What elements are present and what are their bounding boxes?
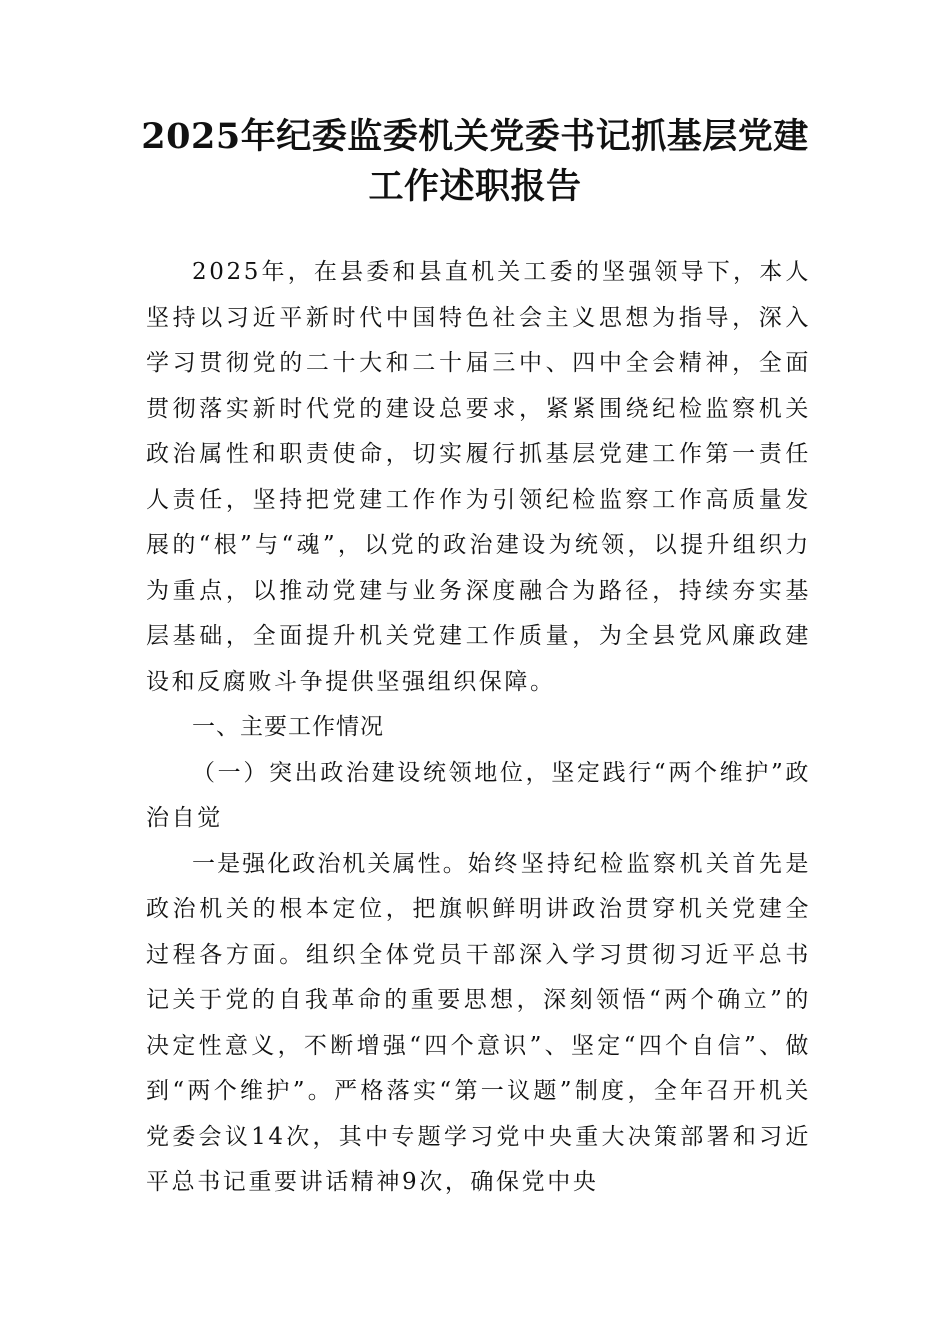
paragraph-lead: 一是强化政治机关属性。 bbox=[192, 850, 468, 877]
intro-paragraph: 2025年，在县委和县直机关工委的坚强领导下，本人坚持以习近平新时代中国特色社会主义思想为指导，深入学习贯彻党的二十大和二十届三中、四中全会精神，全面贯彻落实新时代党的建设总要求，紧紧围绕纪检监察机关政治属性和职责使命，切实履行抓基层党建工作第一责任人责任，坚持把党建工作作为引领纪检监察工作高质量发展的“根”与“魂”，以党的政治建设为统领，以提升组织力为重点，以推动党建与业务深度融合为路径，持续夯实基层基础，全面提升机关党建工作质量，为全县党风廉政建设和反腐败斗争提供坚强组织保障。 bbox=[146, 259, 811, 695]
document-body bbox=[146, 250, 811, 1206]
section-heading: 一、主要工作情况 bbox=[192, 714, 384, 740]
title-line-1: 2025年纪委监委机关党委书记抓基层党建 bbox=[141, 116, 809, 157]
document-title bbox=[120, 112, 830, 212]
body-paragraph bbox=[146, 842, 811, 1206]
paragraph-text: 始终坚持纪检监察机关首先是政治机关的根本定位，把旗帜鲜明讲政治贯穿机关党建全过程各方面。组织全体党员干部深入学习贯彻习近平总书记关于党的自我革命的重要思想，深刻领悟“两个确立”的决定性意义，不断增强“四个意识”、坚定“四个自信”、做到“两个维护”。严格落实“第一议题”制度，全年召开机关党委会议14次，其中专题学习党中央重大决策部署和习近平总书记重要讲话精神9次，确保党中央 bbox=[146, 850, 811, 1195]
title-line-2: 工作述职报告 bbox=[368, 166, 582, 207]
subsection-heading: （一）突出政治建设统领地位，坚定践行“两个维护”政治自觉 bbox=[146, 759, 811, 831]
